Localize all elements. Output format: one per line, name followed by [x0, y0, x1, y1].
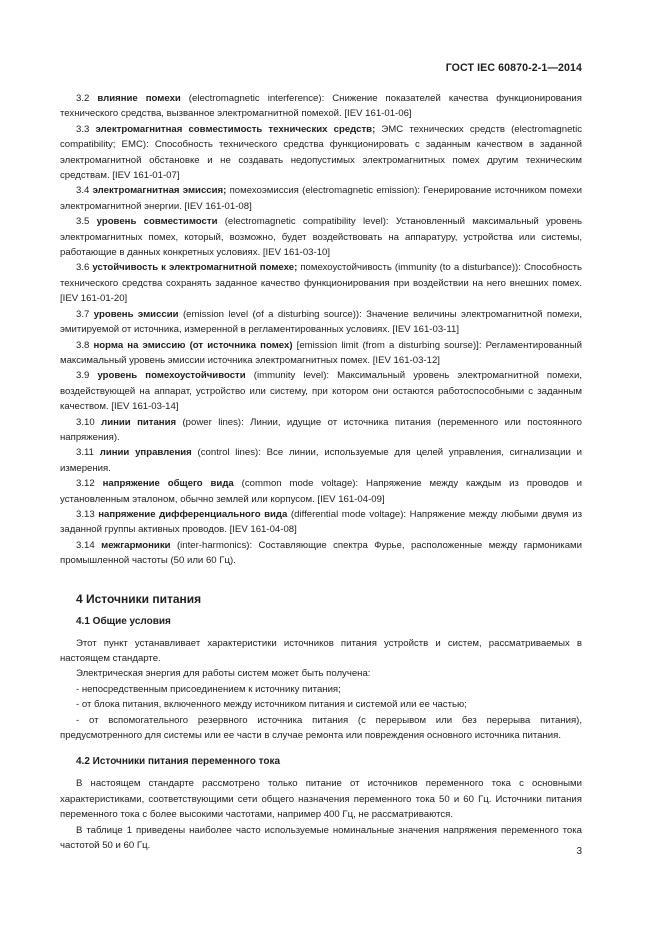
term-name: межгармоники — [101, 539, 171, 551]
term-text: (power lines): Линии, идущие от источника питания (переменного или постоянного напряжения). — [60, 416, 583, 443]
term-text: (emission level (of a disturbing source)): Значение величины электромагнитной помехи, эмитируемой от источника, измеренной в регламентированных условиях. [IEV 161-03-11] — [60, 308, 583, 336]
term-number: 3.5 — [76, 216, 90, 228]
section-4-heading: 4 Источники питания — [76, 591, 202, 606]
term-definition — [60, 507, 582, 538]
term-definition — [60, 368, 582, 414]
term-number: 3.2 — [76, 93, 90, 104]
list-item: - от вспомогательного резервного источника питания (с перерывом или без перерыва питания), предусмотренного для системы или ее части в случае ремонта или повреждения основного источника питания. — [60, 714, 582, 742]
term-number: 3.7 — [76, 308, 90, 320]
page-number: 3 — [576, 846, 582, 857]
term-definition — [60, 476, 582, 507]
term-name: уровень эмиссии — [93, 308, 179, 320]
term-number: 3.14 — [76, 539, 95, 551]
term-definition — [60, 538, 582, 569]
term-definition — [60, 338, 582, 369]
term-text: (electromagnetic compatibility level): Установленный максимальный уровень электромагнитных помех, который, возможно, будет воздействовать на аппаратуру, устройства или системы, работающие в данных конкретных условиях. [IEV 161-03-10] — [60, 216, 582, 259]
term-text: (control lines): Все линии, используемые для целей управления, сигнализации и измерения. — [60, 447, 582, 474]
term-name: влияние помехи — [97, 93, 181, 104]
term-number: 3.11 — [76, 447, 94, 459]
term-name: уровень помехоустойчивости — [97, 370, 246, 382]
paragraph: В настоящем стандарте рассмотрено только питание от источников переменного тока с основными характеристиками, соответствующими сети общего назначения переменного тока 50 и 60 Гц. Источники питания переменного тока с более высокими частотами, например 400 Гц, не рассматриваются. — [60, 778, 582, 821]
term-text: (immunity level): Максимальный уровень электромагнитной помехи, воздействующей на аппарат, устройство или систему, при котором они остаются работоспособными с заданным качеством. [IEV 161-03-14] — [60, 370, 583, 413]
term-name: устойчивость к электромагнитной помехе; — [92, 262, 298, 274]
list-item: - непосредственным присоединением к источнику питания; — [76, 683, 341, 695]
term-definition — [60, 445, 582, 476]
term-definition — [60, 307, 582, 338]
term-text: помехоустойчивость (immunity (to a disturbance)): Способность технического средства сохранять заданное качество функционирования при воздействии на него внешних помех. [IEV 161-01-20] — [60, 262, 582, 305]
term-text: (common mode voltage): Напряжение между каждым из проводов и установленным эталоном, обычно землей или корпусом. [IEV 161-04-09] — [60, 478, 582, 505]
term-number: 3.10 — [76, 416, 95, 428]
term-number: 3.3 — [76, 123, 90, 135]
term-name: уровень совместимости — [96, 216, 218, 228]
term-definition — [60, 91, 582, 122]
term-name: электромагнитная эмиссия; — [92, 185, 227, 197]
term-number: 3.4 — [76, 185, 90, 197]
term-name: напряжение дифференциального вида — [98, 508, 288, 520]
term-definition — [60, 260, 582, 306]
term-definition — [60, 183, 582, 214]
term-number: 3.9 — [76, 370, 90, 382]
term-text: ЭМС технических средств (electromagnetic compatibility; EMC): Способность технического средства функционировать с заданным качеством в заданной электромагнитной обстановке и не создавать недопустимых электромагнитных помех другим техническим средствам. [IEV 161-01-07] — [60, 123, 583, 182]
term-number: 3.6 — [76, 262, 90, 274]
term-definition — [60, 214, 582, 260]
section-4-2-heading: 4.2 Источники питания переменного тока — [76, 756, 281, 768]
term-name: норма на эмиссию (от источника помех) — [93, 339, 293, 351]
section-4-1-heading: 4.1 Общие условия — [76, 615, 171, 627]
term-number: 3.8 — [76, 339, 90, 351]
page-body — [60, 91, 582, 853]
list-item: - от блока питания, включенного между источником питания и системой или ее частью; — [76, 699, 467, 711]
paragraph: Этот пункт устанавливает характеристики источников питания устройств и систем, рассматриваемых в настоящем стандарте. — [60, 637, 582, 664]
paragraph: В таблице 1 приведены наиболее часто используемые номинальные значения напряжения переменного тока частотой 50 и 60 Гц. — [60, 824, 582, 852]
term-name: линии управления — [99, 447, 192, 459]
term-definition — [60, 122, 582, 184]
term-text: (inter-harmonics): Составляющие спектра Фурье, расположенные между гармониками промышленной частоты (50 или 60 Гц). — [60, 539, 582, 567]
document-code: ГОСТ IEC 60870-2-1—2014 — [445, 62, 582, 74]
term-number: 3.13 — [76, 508, 95, 520]
term-name: напряжение общего вида — [102, 478, 234, 490]
term-number: 3.12 — [76, 478, 95, 490]
term-text: (electromagnetic interference): Снижение показателей качества функционирования технического средства, вызванное электромагнитной помехой. [IEV 161-01-06] — [60, 93, 582, 120]
paragraph: Электрическая энергия для работы систем может быть получена: — [76, 668, 371, 680]
term-text: помехоэмиссия (electromagnetic emission): Генерирование источником помехи электромагнитной энергии. [IEV 161-01-08] — [60, 185, 582, 212]
term-text: [emission limit (from a disturbing sourse)]: Регламентированный максимальный уровень эмиссии источника электромагнитных помех. [IEV 161-03-12] — [60, 339, 582, 366]
terms-list — [60, 91, 582, 569]
term-text: (differential mode voltage): Напряжение между любыми двумя из заданной группы активных проводов. [IEV 161-04-08] — [60, 508, 582, 536]
term-name: электромагнитная совместимость технических средств; — [95, 123, 376, 135]
term-definition — [60, 415, 582, 446]
term-name: линии питания — [101, 416, 177, 428]
